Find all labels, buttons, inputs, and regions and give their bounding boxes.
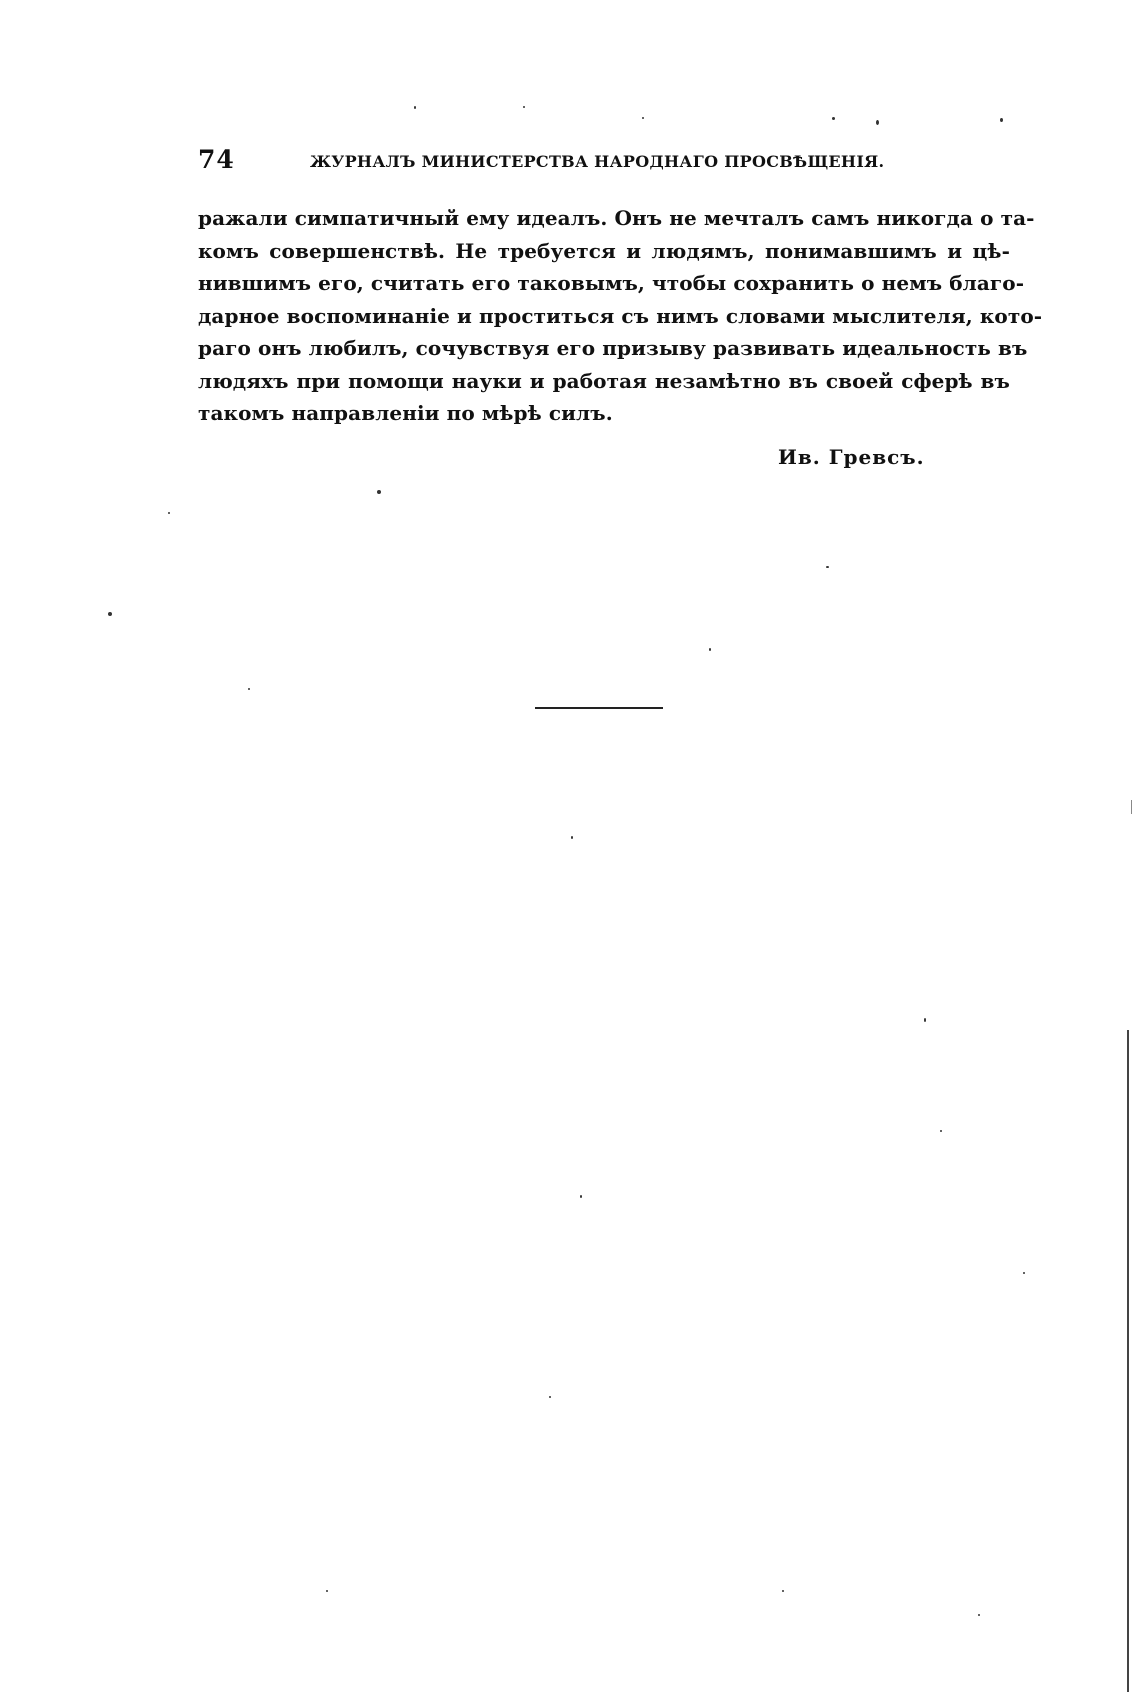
text-line: дарное воспоминаніе и проститься съ нимъ словами мыслителя, кото-: [198, 303, 1043, 328]
scan-speck: [940, 1130, 942, 1132]
scan-speck: [782, 1590, 784, 1592]
text-line: комъ совершенствѣ. Не требуется и людямъ, понимавшимъ и цѣ-: [198, 238, 1010, 263]
scan-speck: [571, 836, 573, 839]
scan-speck: [523, 106, 525, 108]
scan-speck: [832, 117, 835, 120]
scan-speck: [580, 1195, 582, 1198]
scan-speck: [549, 1396, 551, 1398]
scan-speck: [924, 1018, 926, 1022]
text-line: раго онъ любилъ, сочувствуя его призыву развивать идеальность въ: [198, 336, 1028, 360]
end-rule-divider: [535, 707, 663, 709]
scan-speck: [709, 648, 711, 651]
text-line: людяхъ при помощи науки и работая незамѣтно въ своей сферѣ въ: [198, 368, 1010, 393]
scan-speck: [168, 512, 170, 514]
scan-speck: [1023, 1272, 1025, 1274]
scan-edge-mark: [1131, 800, 1132, 814]
scan-speck: [414, 106, 416, 109]
scan-speck: [248, 688, 250, 690]
scan-speck: [1000, 118, 1003, 122]
author-signature: Ив. Гревсъ.: [778, 445, 925, 469]
scan-speck: [642, 117, 644, 119]
scan-speck: [326, 1590, 328, 1592]
text-line: нившимъ его, считать его таковымъ, чтобы сохранить о немъ благо-: [198, 271, 1025, 295]
text-line: такомъ направленіи по мѣрѣ силъ.: [198, 401, 613, 425]
scan-speck: [876, 120, 879, 125]
scan-speck: [978, 1614, 980, 1616]
scan-speck: [377, 490, 381, 494]
running-head: [198, 145, 1016, 179]
text-line: ражали симпатичный ему идеалъ. Онъ не мечталъ самъ никогда о та-: [198, 206, 1035, 230]
journal-title: ЖУРНАЛЪ МИНИСТЕРСТВА НАРОДНАГО ПРОСВѢЩЕНІЯ.: [310, 152, 885, 171]
scan-edge-line: [1127, 1030, 1129, 1692]
page-number: 74: [198, 145, 235, 174]
scan-speck: [108, 612, 112, 616]
scan-speck: [826, 566, 829, 568]
body-paragraph: [198, 202, 1043, 430]
